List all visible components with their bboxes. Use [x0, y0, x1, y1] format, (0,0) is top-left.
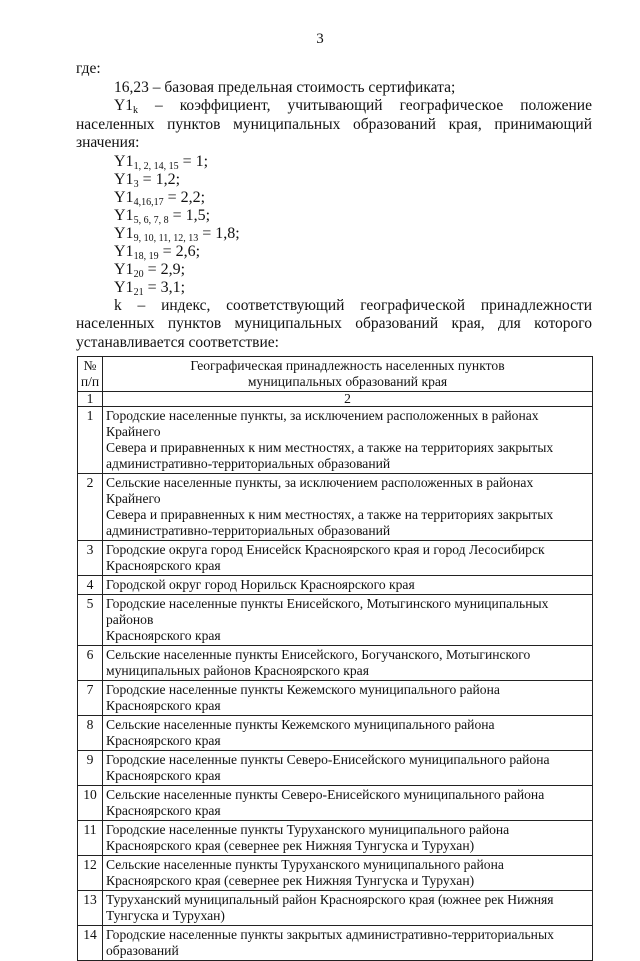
formula-subscript: 1, 2, 14, 15 [133, 160, 179, 172]
row-description-line: административно-территориальных образований [106, 523, 391, 538]
formula-value: = 1,5; [168, 206, 211, 224]
row-description-line: Городской округ город Норильск Красноярского края [106, 577, 415, 592]
row-description-line: Сельские населенные пункты, за исключением расположенных в районах Крайнего [106, 475, 534, 506]
row-description-line: Городские населенные пункты закрытых административно-территориальных [106, 927, 554, 942]
row-number: 7 [78, 681, 103, 716]
formula-subscript: 18, 19 [133, 250, 159, 262]
table-row [78, 681, 593, 716]
table-row [78, 646, 593, 681]
row-description-line: Красноярского края [106, 558, 221, 573]
row-number: 1 [78, 407, 103, 474]
formula-symbol: Y1 [114, 170, 134, 188]
row-number: 14 [78, 926, 103, 961]
row-number: 5 [78, 595, 103, 646]
row-description-line: образований [106, 943, 179, 958]
header-number: № п/п [78, 357, 103, 392]
table-row [78, 751, 593, 786]
row-description-line: Красноярского края (севернее рек Нижняя Тунгуска и Турухан) [106, 838, 475, 853]
table-row [78, 407, 593, 474]
formula-symbol: Y1 [114, 152, 134, 170]
table-row [78, 541, 593, 576]
formula-value: = 2,6; [158, 242, 201, 260]
page-number: 3 [316, 31, 324, 47]
row-description [103, 716, 593, 751]
row-number: 9 [78, 751, 103, 786]
formula-symbol: Y1 [114, 188, 134, 206]
row-description-line: Сельские населенные пункты Туруханского муниципального района [106, 857, 504, 872]
formula-symbol: Y1 [114, 224, 134, 242]
row-description [103, 926, 593, 961]
row-description [103, 541, 593, 576]
coef-definition-line-2: населенных пунктов муниципальных образований края, принимающий [76, 115, 592, 133]
row-description-line: Красноярского края [106, 628, 221, 643]
formula-subscript: 4,16,17 [133, 196, 164, 208]
formula-line [76, 189, 592, 207]
table-row [78, 891, 593, 926]
formula-line [76, 153, 592, 171]
formula-subscript: 9, 10, 11, 12, 13 [133, 232, 199, 244]
row-description [103, 856, 593, 891]
row-description-line: Городские населенные пункты Туруханского муниципального района [106, 822, 510, 837]
formula-subscript: 3 [133, 178, 139, 190]
row-description-line: Красноярского края [106, 803, 221, 818]
row-description-line: Красноярского края [106, 768, 221, 783]
coef-definition-line-1 [76, 97, 592, 116]
table-row [78, 595, 593, 646]
correspondence-table [77, 356, 593, 961]
row-description-line: Тунгуска и Турухан) [106, 908, 225, 923]
row-description-line: Сельские населенные пункты Кежемского муниципального района [106, 717, 495, 732]
table-row [78, 716, 593, 751]
coef-subscript: k [132, 105, 138, 116]
row-number: 13 [78, 891, 103, 926]
row-description [103, 646, 593, 681]
table-row [78, 474, 593, 541]
formula-symbol: Y1 [114, 278, 134, 296]
row-description-line: Сельские населенные пункты Северо-Енисейского муниципального района [106, 787, 545, 802]
table-header-row [78, 357, 593, 392]
row-description [103, 576, 593, 595]
row-number: 11 [78, 821, 103, 856]
column-index-1: 1 [78, 392, 103, 407]
where-line: где: [76, 60, 101, 77]
row-description [103, 474, 593, 541]
formula-value: = 1,2; [138, 170, 181, 188]
formula-line [76, 225, 592, 243]
row-description-line: Городские населенные пункты Кежемского муниципального района [106, 682, 500, 697]
row-number: 4 [78, 576, 103, 595]
table-row [78, 926, 593, 961]
formula-value: = 1; [178, 152, 209, 170]
table-row [78, 821, 593, 856]
row-description [103, 751, 593, 786]
table-body [78, 407, 593, 961]
row-description-line: Красноярского края [106, 733, 221, 748]
table-row [78, 786, 593, 821]
formula-value: = 2,9; [143, 260, 186, 278]
document-body [76, 60, 592, 352]
row-description [103, 595, 593, 646]
row-number: 8 [78, 716, 103, 751]
formula-line [76, 207, 592, 225]
formula-line [76, 279, 592, 297]
k-definition-line-2: населенных пунктов муниципальных образований края, для которого [76, 315, 592, 332]
formula-value: = 1,8; [198, 224, 240, 242]
row-description-line: Сельские населенные пункты Енисейского, Богучанского, Мотыгинского [106, 647, 531, 662]
base-cost-line: 16,23 – базовая предельная стоимость сертификата; [114, 78, 456, 96]
row-description-line: Севера и приравненных к ним местностях, а также на территориях закрытых [106, 507, 554, 522]
row-description [103, 821, 593, 856]
table-row [78, 576, 593, 595]
formula-list [76, 153, 592, 297]
formula-value: = 2,2; [163, 188, 206, 206]
formula-line [76, 261, 592, 279]
coef-text: – коэффициент, учитывающий географическое положение [137, 97, 592, 114]
row-description [103, 407, 593, 474]
formula-line [76, 243, 592, 261]
row-description-line: Городские населенные пункты Енисейского, Мотыгинского муниципальных районов [106, 596, 549, 627]
row-number: 10 [78, 786, 103, 821]
row-description [103, 681, 593, 716]
column-index-2: 2 [103, 392, 593, 407]
k-definition-line-3: устанавливается соответствие: [76, 333, 279, 351]
formula-symbol: Y1 [114, 260, 134, 278]
formula-subscript: 21 [133, 286, 144, 298]
row-description [103, 786, 593, 821]
row-description-line: Городские населенные пункты, за исключением расположенных в районах Крайнего [106, 408, 539, 439]
row-description-line: Севера и приравненных к ним местностях, а также на территориях закрытых [106, 440, 554, 455]
formula-symbol: Y1 [114, 242, 134, 260]
row-description-line: административно-территориальных образований [106, 456, 391, 471]
header-title: Географическая принадлежность населенных пунктов муниципальных образований края [103, 357, 593, 392]
table-column-index-row [78, 392, 593, 407]
table-row [78, 856, 593, 891]
row-description-line: Городские населенные пункты Северо-Енисейского муниципального района [106, 752, 550, 767]
coef-definition-line-3: значения: [76, 134, 140, 151]
coef-symbol: Y1 [114, 97, 133, 114]
formula-value: = 3,1; [143, 278, 186, 296]
row-description-line: муниципальных районов Красноярского края [106, 663, 369, 678]
row-description-line: Туруханский муниципальный район Красноярского края (южнее рек Нижняя [106, 892, 554, 907]
row-description-line: Городские округа город Енисейск Красноярского края и город Лесосибирск [106, 542, 545, 557]
formula-line [76, 171, 592, 189]
formula-subscript: 5, 6, 7, 8 [133, 214, 169, 226]
row-description-line: Красноярского края (севернее рек Нижняя Тунгуска и Турухан) [106, 873, 475, 888]
row-number: 12 [78, 856, 103, 891]
row-description-line: Красноярского края [106, 698, 221, 713]
formula-subscript: 20 [133, 268, 144, 280]
k-definition-line-1: k – индекс, соответствующий географической принадлежности [114, 296, 592, 314]
row-number: 2 [78, 474, 103, 541]
row-number: 6 [78, 646, 103, 681]
row-description [103, 891, 593, 926]
row-number: 3 [78, 541, 103, 576]
formula-symbol: Y1 [114, 206, 134, 224]
